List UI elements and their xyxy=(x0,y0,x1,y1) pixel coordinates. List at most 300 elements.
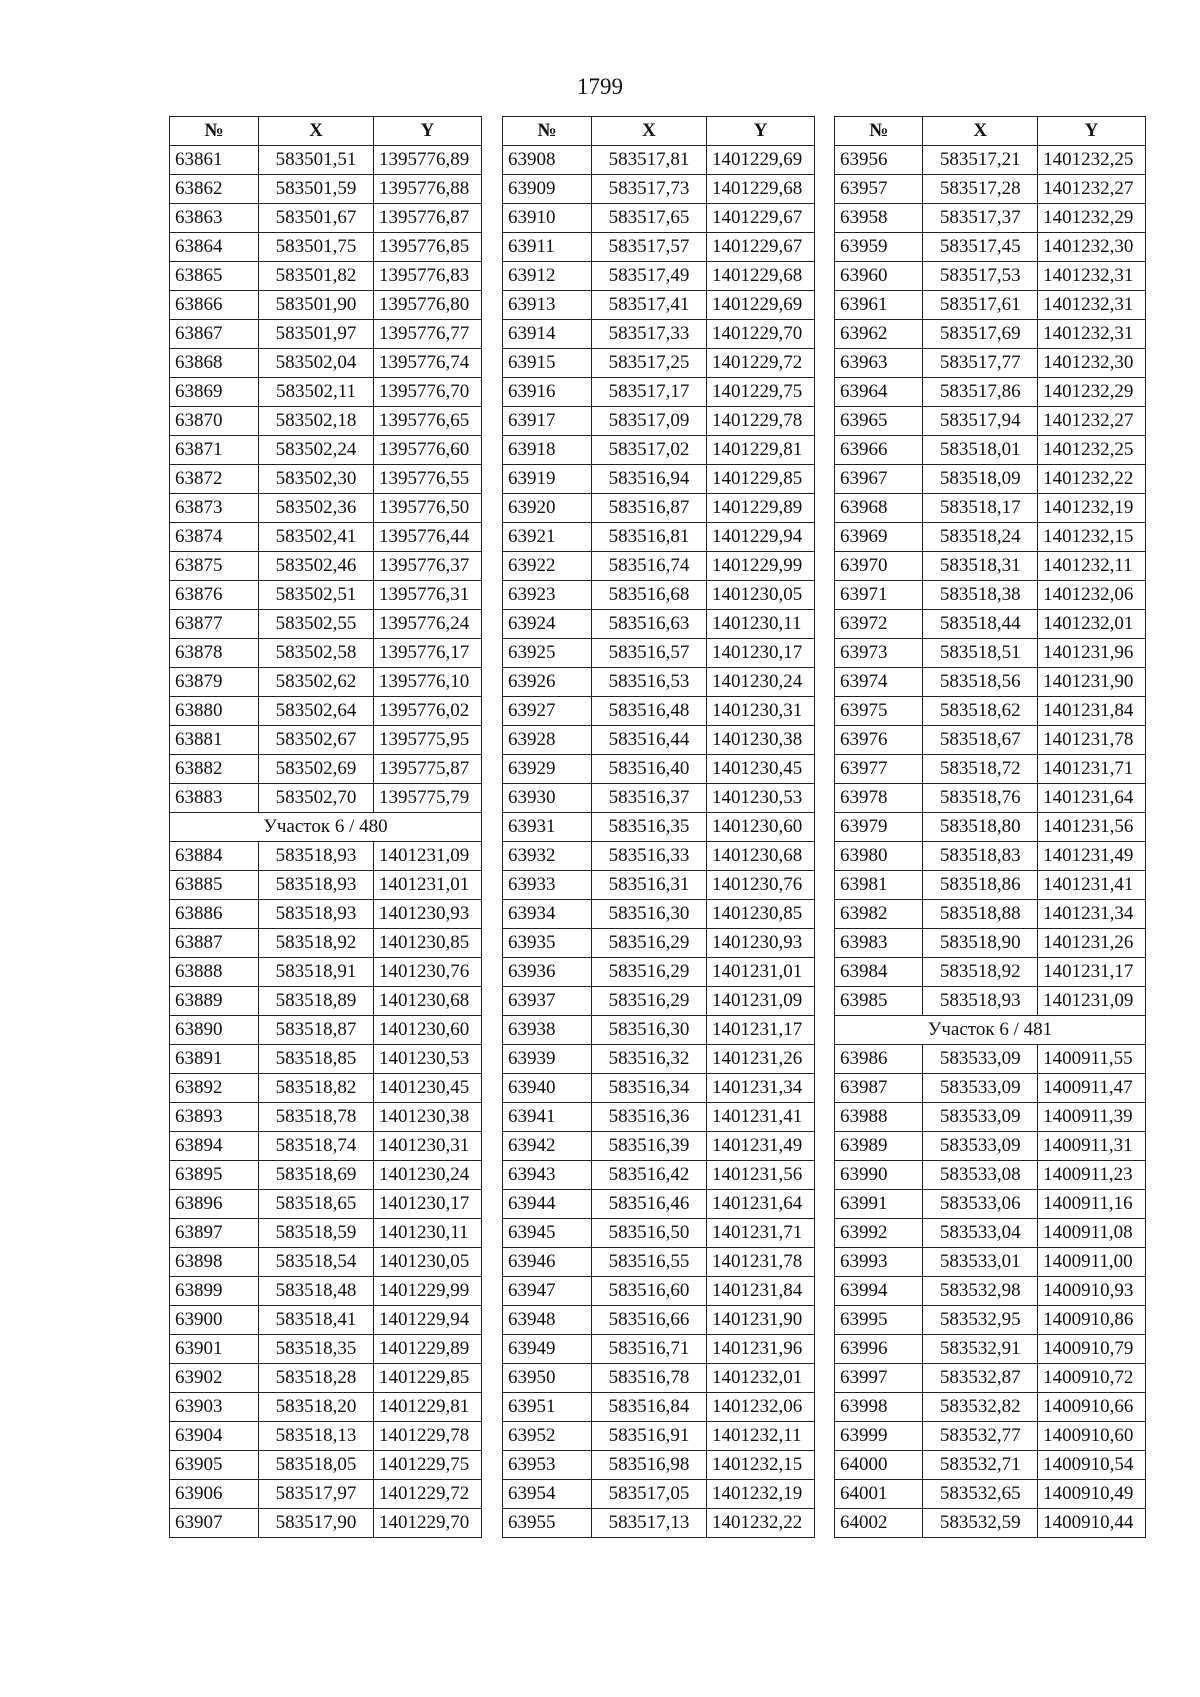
y-coordinate-cell: 1401229,69 xyxy=(707,291,815,320)
point-number-cell: 63898 xyxy=(170,1248,259,1277)
x-coordinate-cell: 583502,55 xyxy=(259,610,374,639)
y-coordinate-cell: 1401232,27 xyxy=(1038,175,1146,204)
point-number-cell: 63999 xyxy=(835,1422,923,1451)
point-number-cell: 63866 xyxy=(170,291,259,320)
table-row xyxy=(835,1277,1146,1306)
point-number-cell: 63887 xyxy=(170,929,259,958)
table-row xyxy=(503,320,815,349)
table-row xyxy=(503,378,815,407)
table-row xyxy=(170,1103,482,1132)
y-coordinate-cell: 1401229,68 xyxy=(707,175,815,204)
y-coordinate-cell: 1401230,93 xyxy=(707,929,815,958)
table-row xyxy=(835,1480,1146,1509)
table-row xyxy=(503,291,815,320)
point-number-cell: 63957 xyxy=(835,175,923,204)
x-coordinate-cell: 583518,91 xyxy=(259,958,374,987)
x-coordinate-cell: 583516,55 xyxy=(592,1248,707,1277)
x-coordinate-cell: 583518,92 xyxy=(259,929,374,958)
table-row xyxy=(835,1335,1146,1364)
table-row xyxy=(170,407,482,436)
y-coordinate-cell: 1401230,93 xyxy=(374,900,482,929)
table-row xyxy=(170,1451,482,1480)
point-number-cell: 63937 xyxy=(503,987,592,1016)
point-number-cell: 63981 xyxy=(835,871,923,900)
y-coordinate-cell: 1401232,15 xyxy=(707,1451,815,1480)
x-coordinate-cell: 583516,84 xyxy=(592,1393,707,1422)
y-coordinate-cell: 1400911,16 xyxy=(1038,1190,1146,1219)
table-row xyxy=(835,262,1146,291)
point-number-cell: 63904 xyxy=(170,1422,259,1451)
table-row xyxy=(835,1103,1146,1132)
x-coordinate-cell: 583516,81 xyxy=(592,523,707,552)
point-number-cell: 63987 xyxy=(835,1074,923,1103)
y-coordinate-cell: 1395775,95 xyxy=(374,726,482,755)
point-number-cell: 63879 xyxy=(170,668,259,697)
y-coordinate-cell: 1400911,47 xyxy=(1038,1074,1146,1103)
x-coordinate-cell: 583517,86 xyxy=(923,378,1038,407)
point-number-cell: 63949 xyxy=(503,1335,592,1364)
x-coordinate-cell: 583516,78 xyxy=(592,1364,707,1393)
point-number-cell: 63947 xyxy=(503,1277,592,1306)
table-row xyxy=(170,1045,482,1074)
x-coordinate-cell: 583517,57 xyxy=(592,233,707,262)
x-coordinate-cell: 583518,93 xyxy=(923,987,1038,1016)
y-coordinate-cell: 1401232,31 xyxy=(1038,291,1146,320)
x-coordinate-cell: 583518,48 xyxy=(259,1277,374,1306)
y-coordinate-cell: 1401229,94 xyxy=(707,523,815,552)
point-number-cell: 63997 xyxy=(835,1364,923,1393)
point-number-cell: 63888 xyxy=(170,958,259,987)
point-number-cell: 63941 xyxy=(503,1103,592,1132)
table-row xyxy=(835,1132,1146,1161)
y-coordinate-cell: 1401230,11 xyxy=(374,1219,482,1248)
y-coordinate-cell: 1401229,72 xyxy=(374,1480,482,1509)
table-row xyxy=(503,1277,815,1306)
x-coordinate-cell: 583533,04 xyxy=(923,1219,1038,1248)
table-row xyxy=(170,1335,482,1364)
y-coordinate-cell: 1395775,87 xyxy=(374,755,482,784)
x-coordinate-cell: 583517,81 xyxy=(592,146,707,175)
y-coordinate-cell: 1401230,53 xyxy=(374,1045,482,1074)
table-row xyxy=(835,639,1146,668)
table-row xyxy=(503,1074,815,1103)
point-number-cell: 63873 xyxy=(170,494,259,523)
point-number-cell: 63922 xyxy=(503,552,592,581)
point-number-cell: 63909 xyxy=(503,175,592,204)
table-row xyxy=(835,1364,1146,1393)
y-coordinate-cell: 1401231,84 xyxy=(707,1277,815,1306)
point-number-cell: 63955 xyxy=(503,1509,592,1538)
x-coordinate-cell: 583518,74 xyxy=(259,1132,374,1161)
y-coordinate-cell: 1401231,56 xyxy=(707,1161,815,1190)
y-coordinate-cell: 1401231,96 xyxy=(1038,639,1146,668)
table-row xyxy=(835,1306,1146,1335)
y-coordinate-cell: 1401229,75 xyxy=(707,378,815,407)
y-coordinate-cell: 1401231,64 xyxy=(1038,784,1146,813)
point-number-cell: 64000 xyxy=(835,1451,923,1480)
table-row xyxy=(835,1161,1146,1190)
table-row xyxy=(170,929,482,958)
table-row xyxy=(835,697,1146,726)
y-coordinate-cell: 1401230,11 xyxy=(707,610,815,639)
table-row xyxy=(170,871,482,900)
table-row xyxy=(170,523,482,552)
point-number-cell: 63956 xyxy=(835,146,923,175)
point-number-cell: 63919 xyxy=(503,465,592,494)
point-number-cell: 63934 xyxy=(503,900,592,929)
x-coordinate-cell: 583502,58 xyxy=(259,639,374,668)
point-number-cell: 63971 xyxy=(835,581,923,610)
y-coordinate-cell: 1401232,25 xyxy=(1038,436,1146,465)
point-number-cell: 63943 xyxy=(503,1161,592,1190)
point-number-cell: 63908 xyxy=(503,146,592,175)
y-coordinate-cell: 1401230,31 xyxy=(707,697,815,726)
x-coordinate-cell: 583502,18 xyxy=(259,407,374,436)
table-row xyxy=(170,1422,482,1451)
y-coordinate-cell: 1401231,56 xyxy=(1038,813,1146,842)
table-row xyxy=(835,784,1146,813)
y-coordinate-cell: 1401230,38 xyxy=(707,726,815,755)
y-coordinate-cell: 1401229,72 xyxy=(707,349,815,378)
table-row xyxy=(835,842,1146,871)
x-coordinate-cell: 583516,48 xyxy=(592,697,707,726)
y-coordinate-cell: 1401230,17 xyxy=(707,639,815,668)
x-coordinate-cell: 583517,94 xyxy=(923,407,1038,436)
table-row xyxy=(170,900,482,929)
y-coordinate-cell: 1395776,65 xyxy=(374,407,482,436)
y-coordinate-cell: 1395776,02 xyxy=(374,697,482,726)
x-coordinate-cell: 583532,91 xyxy=(923,1335,1038,1364)
point-number-cell: 63961 xyxy=(835,291,923,320)
x-coordinate-cell: 583518,51 xyxy=(923,639,1038,668)
y-coordinate-cell: 1401230,68 xyxy=(707,842,815,871)
x-coordinate-cell: 583533,09 xyxy=(923,1103,1038,1132)
x-coordinate-cell: 583517,53 xyxy=(923,262,1038,291)
x-coordinate-cell: 583516,33 xyxy=(592,842,707,871)
x-coordinate-cell: 583516,66 xyxy=(592,1306,707,1335)
x-coordinate-cell: 583518,44 xyxy=(923,610,1038,639)
y-coordinate-cell: 1401230,76 xyxy=(374,958,482,987)
x-coordinate-cell: 583518,69 xyxy=(259,1161,374,1190)
y-coordinate-cell: 1401232,11 xyxy=(707,1422,815,1451)
y-coordinate-cell: 1401232,30 xyxy=(1038,233,1146,262)
x-coordinate-cell: 583532,71 xyxy=(923,1451,1038,1480)
x-coordinate-cell: 583502,69 xyxy=(259,755,374,784)
point-number-cell: 63927 xyxy=(503,697,592,726)
y-coordinate-cell: 1401229,94 xyxy=(374,1306,482,1335)
point-number-cell: 63967 xyxy=(835,465,923,494)
point-number-cell: 63953 xyxy=(503,1451,592,1480)
point-number-cell: 63899 xyxy=(170,1277,259,1306)
y-coordinate-cell: 1401229,81 xyxy=(374,1393,482,1422)
x-coordinate-cell: 583501,75 xyxy=(259,233,374,262)
y-coordinate-cell: 1395776,17 xyxy=(374,639,482,668)
point-number-cell: 63972 xyxy=(835,610,923,639)
y-coordinate-cell: 1401231,34 xyxy=(707,1074,815,1103)
table-row xyxy=(503,1509,815,1538)
table-row xyxy=(170,1364,482,1393)
header-y: Y xyxy=(374,117,482,146)
x-coordinate-cell: 583533,09 xyxy=(923,1132,1038,1161)
x-coordinate-cell: 583516,57 xyxy=(592,639,707,668)
y-coordinate-cell: 1401231,26 xyxy=(707,1045,815,1074)
point-number-cell: 63989 xyxy=(835,1132,923,1161)
table-row xyxy=(170,291,482,320)
y-coordinate-cell: 1401231,41 xyxy=(1038,871,1146,900)
y-coordinate-cell: 1401231,09 xyxy=(707,987,815,1016)
point-number-cell: 63996 xyxy=(835,1335,923,1364)
x-coordinate-cell: 583517,02 xyxy=(592,436,707,465)
table-row xyxy=(835,1248,1146,1277)
table-row xyxy=(503,697,815,726)
table-row xyxy=(170,610,482,639)
table-row xyxy=(835,987,1146,1016)
y-coordinate-cell: 1401231,64 xyxy=(707,1190,815,1219)
y-coordinate-cell: 1401232,11 xyxy=(1038,552,1146,581)
x-coordinate-cell: 583518,41 xyxy=(259,1306,374,1335)
x-coordinate-cell: 583518,35 xyxy=(259,1335,374,1364)
table-row xyxy=(503,958,815,987)
point-number-cell: 63865 xyxy=(170,262,259,291)
x-coordinate-cell: 583517,33 xyxy=(592,320,707,349)
x-coordinate-cell: 583516,74 xyxy=(592,552,707,581)
y-coordinate-cell: 1395776,55 xyxy=(374,465,482,494)
table-row xyxy=(503,494,815,523)
x-coordinate-cell: 583533,08 xyxy=(923,1161,1038,1190)
table-row xyxy=(835,465,1146,494)
table-row xyxy=(835,320,1146,349)
point-number-cell: 63968 xyxy=(835,494,923,523)
point-number-cell: 63867 xyxy=(170,320,259,349)
x-coordinate-cell: 583516,91 xyxy=(592,1422,707,1451)
y-coordinate-cell: 1395776,24 xyxy=(374,610,482,639)
y-coordinate-cell: 1401231,34 xyxy=(1038,900,1146,929)
x-coordinate-cell: 583517,28 xyxy=(923,175,1038,204)
x-coordinate-cell: 583502,30 xyxy=(259,465,374,494)
x-coordinate-cell: 583518,38 xyxy=(923,581,1038,610)
section-row xyxy=(170,813,482,842)
x-coordinate-cell: 583516,42 xyxy=(592,1161,707,1190)
point-number-cell: 63894 xyxy=(170,1132,259,1161)
table-row xyxy=(170,668,482,697)
table-row xyxy=(170,465,482,494)
table-row xyxy=(835,1045,1146,1074)
point-number-cell: 63861 xyxy=(170,146,259,175)
table-row xyxy=(503,668,815,697)
y-coordinate-cell: 1401229,68 xyxy=(707,262,815,291)
point-number-cell: 63883 xyxy=(170,784,259,813)
table-row xyxy=(835,755,1146,784)
y-coordinate-cell: 1401230,68 xyxy=(374,987,482,1016)
point-number-cell: 63925 xyxy=(503,639,592,668)
point-number-cell: 63926 xyxy=(503,668,592,697)
table-row xyxy=(503,1132,815,1161)
x-coordinate-cell: 583501,90 xyxy=(259,291,374,320)
table-row xyxy=(835,349,1146,378)
y-coordinate-cell: 1401232,27 xyxy=(1038,407,1146,436)
point-number-cell: 63994 xyxy=(835,1277,923,1306)
x-coordinate-cell: 583516,44 xyxy=(592,726,707,755)
x-coordinate-cell: 583516,98 xyxy=(592,1451,707,1480)
table-row xyxy=(835,175,1146,204)
x-coordinate-cell: 583516,71 xyxy=(592,1335,707,1364)
x-coordinate-cell: 583532,98 xyxy=(923,1277,1038,1306)
x-coordinate-cell: 583516,29 xyxy=(592,958,707,987)
point-number-cell: 63930 xyxy=(503,784,592,813)
x-coordinate-cell: 583518,83 xyxy=(923,842,1038,871)
table-row xyxy=(170,784,482,813)
point-number-cell: 63900 xyxy=(170,1306,259,1335)
table-row xyxy=(835,146,1146,175)
y-coordinate-cell: 1401231,96 xyxy=(707,1335,815,1364)
table-row xyxy=(835,958,1146,987)
table-row xyxy=(170,755,482,784)
x-coordinate-cell: 583518,78 xyxy=(259,1103,374,1132)
x-coordinate-cell: 583502,24 xyxy=(259,436,374,465)
coordinate-table xyxy=(834,116,1146,1538)
y-coordinate-cell: 1395776,87 xyxy=(374,204,482,233)
point-number-cell: 63881 xyxy=(170,726,259,755)
table-row xyxy=(503,1161,815,1190)
header-number: № xyxy=(503,117,592,146)
x-coordinate-cell: 583518,01 xyxy=(923,436,1038,465)
table-row xyxy=(503,1103,815,1132)
point-number-cell: 63978 xyxy=(835,784,923,813)
x-coordinate-cell: 583516,53 xyxy=(592,668,707,697)
table-row xyxy=(835,581,1146,610)
point-number-cell: 63880 xyxy=(170,697,259,726)
y-coordinate-cell: 1401231,17 xyxy=(707,1016,815,1045)
y-coordinate-cell: 1401231,78 xyxy=(707,1248,815,1277)
table-row xyxy=(170,1393,482,1422)
table-row xyxy=(503,1335,815,1364)
table-row xyxy=(503,813,815,842)
y-coordinate-cell: 1395776,44 xyxy=(374,523,482,552)
page-number: 1799 xyxy=(577,74,623,99)
table-row xyxy=(170,1161,482,1190)
y-coordinate-cell: 1400910,54 xyxy=(1038,1451,1146,1480)
point-number-cell: 63990 xyxy=(835,1161,923,1190)
table-row xyxy=(835,1219,1146,1248)
y-coordinate-cell: 1401229,81 xyxy=(707,436,815,465)
table-header-row xyxy=(835,117,1146,146)
point-number-cell: 63897 xyxy=(170,1219,259,1248)
point-number-cell: 63976 xyxy=(835,726,923,755)
table-row xyxy=(503,1451,815,1480)
table-row xyxy=(503,755,815,784)
table-header-row xyxy=(503,117,815,146)
y-coordinate-cell: 1401229,78 xyxy=(374,1422,482,1451)
y-coordinate-cell: 1395776,37 xyxy=(374,552,482,581)
y-coordinate-cell: 1395776,60 xyxy=(374,436,482,465)
y-coordinate-cell: 1400911,23 xyxy=(1038,1161,1146,1190)
point-number-cell: 63920 xyxy=(503,494,592,523)
x-coordinate-cell: 583517,25 xyxy=(592,349,707,378)
y-coordinate-cell: 1395776,77 xyxy=(374,320,482,349)
y-coordinate-cell: 1401229,69 xyxy=(707,146,815,175)
point-number-cell: 63980 xyxy=(835,842,923,871)
y-coordinate-cell: 1401230,60 xyxy=(374,1016,482,1045)
table-row xyxy=(170,639,482,668)
x-coordinate-cell: 583518,20 xyxy=(259,1393,374,1422)
point-number-cell: 63969 xyxy=(835,523,923,552)
point-number-cell: 63891 xyxy=(170,1045,259,1074)
point-number-cell: 63966 xyxy=(835,436,923,465)
table-row xyxy=(170,552,482,581)
table-row xyxy=(503,1045,815,1074)
point-number-cell: 63878 xyxy=(170,639,259,668)
table-row xyxy=(503,1364,815,1393)
y-coordinate-cell: 1401231,26 xyxy=(1038,929,1146,958)
table-row xyxy=(503,900,815,929)
x-coordinate-cell: 583502,51 xyxy=(259,581,374,610)
y-coordinate-cell: 1401229,89 xyxy=(374,1335,482,1364)
point-number-cell: 63890 xyxy=(170,1016,259,1045)
table-row xyxy=(170,1132,482,1161)
y-coordinate-cell: 1401229,89 xyxy=(707,494,815,523)
table-row xyxy=(503,1219,815,1248)
x-coordinate-cell: 583533,06 xyxy=(923,1190,1038,1219)
point-number-cell: 63921 xyxy=(503,523,592,552)
y-coordinate-cell: 1395776,80 xyxy=(374,291,482,320)
table-row xyxy=(170,697,482,726)
x-coordinate-cell: 583516,46 xyxy=(592,1190,707,1219)
table-row xyxy=(835,900,1146,929)
point-number-cell: 63965 xyxy=(835,407,923,436)
y-coordinate-cell: 1401231,49 xyxy=(707,1132,815,1161)
point-number-cell: 63959 xyxy=(835,233,923,262)
x-coordinate-cell: 583517,69 xyxy=(923,320,1038,349)
y-coordinate-cell: 1401230,05 xyxy=(374,1248,482,1277)
x-coordinate-cell: 583518,82 xyxy=(259,1074,374,1103)
y-coordinate-cell: 1395775,79 xyxy=(374,784,482,813)
y-coordinate-cell: 1401232,19 xyxy=(707,1480,815,1509)
table-row xyxy=(170,581,482,610)
point-number-cell: 63872 xyxy=(170,465,259,494)
table-row xyxy=(835,204,1146,233)
x-coordinate-cell: 583517,21 xyxy=(923,146,1038,175)
table-row xyxy=(170,175,482,204)
y-coordinate-cell: 1401232,22 xyxy=(707,1509,815,1538)
table-row xyxy=(835,726,1146,755)
point-number-cell: 63877 xyxy=(170,610,259,639)
table-row xyxy=(503,1190,815,1219)
x-coordinate-cell: 583518,05 xyxy=(259,1451,374,1480)
point-number-cell: 63916 xyxy=(503,378,592,407)
point-number-cell: 63869 xyxy=(170,378,259,407)
y-coordinate-cell: 1401232,31 xyxy=(1038,320,1146,349)
x-coordinate-cell: 583518,65 xyxy=(259,1190,374,1219)
x-coordinate-cell: 583518,13 xyxy=(259,1422,374,1451)
table-row xyxy=(503,639,815,668)
x-coordinate-cell: 583518,88 xyxy=(923,900,1038,929)
point-number-cell: 63984 xyxy=(835,958,923,987)
x-coordinate-cell: 583501,82 xyxy=(259,262,374,291)
y-coordinate-cell: 1401231,71 xyxy=(1038,755,1146,784)
x-coordinate-cell: 583518,17 xyxy=(923,494,1038,523)
table-row xyxy=(170,1248,482,1277)
x-coordinate-cell: 583518,80 xyxy=(923,813,1038,842)
point-number-cell: 63940 xyxy=(503,1074,592,1103)
x-coordinate-cell: 583518,54 xyxy=(259,1248,374,1277)
y-coordinate-cell: 1401229,85 xyxy=(374,1364,482,1393)
y-coordinate-cell: 1400910,66 xyxy=(1038,1393,1146,1422)
table-row xyxy=(503,523,815,552)
x-coordinate-cell: 583517,45 xyxy=(923,233,1038,262)
y-coordinate-cell: 1401231,09 xyxy=(1038,987,1146,1016)
point-number-cell: 63958 xyxy=(835,204,923,233)
table-row xyxy=(503,407,815,436)
